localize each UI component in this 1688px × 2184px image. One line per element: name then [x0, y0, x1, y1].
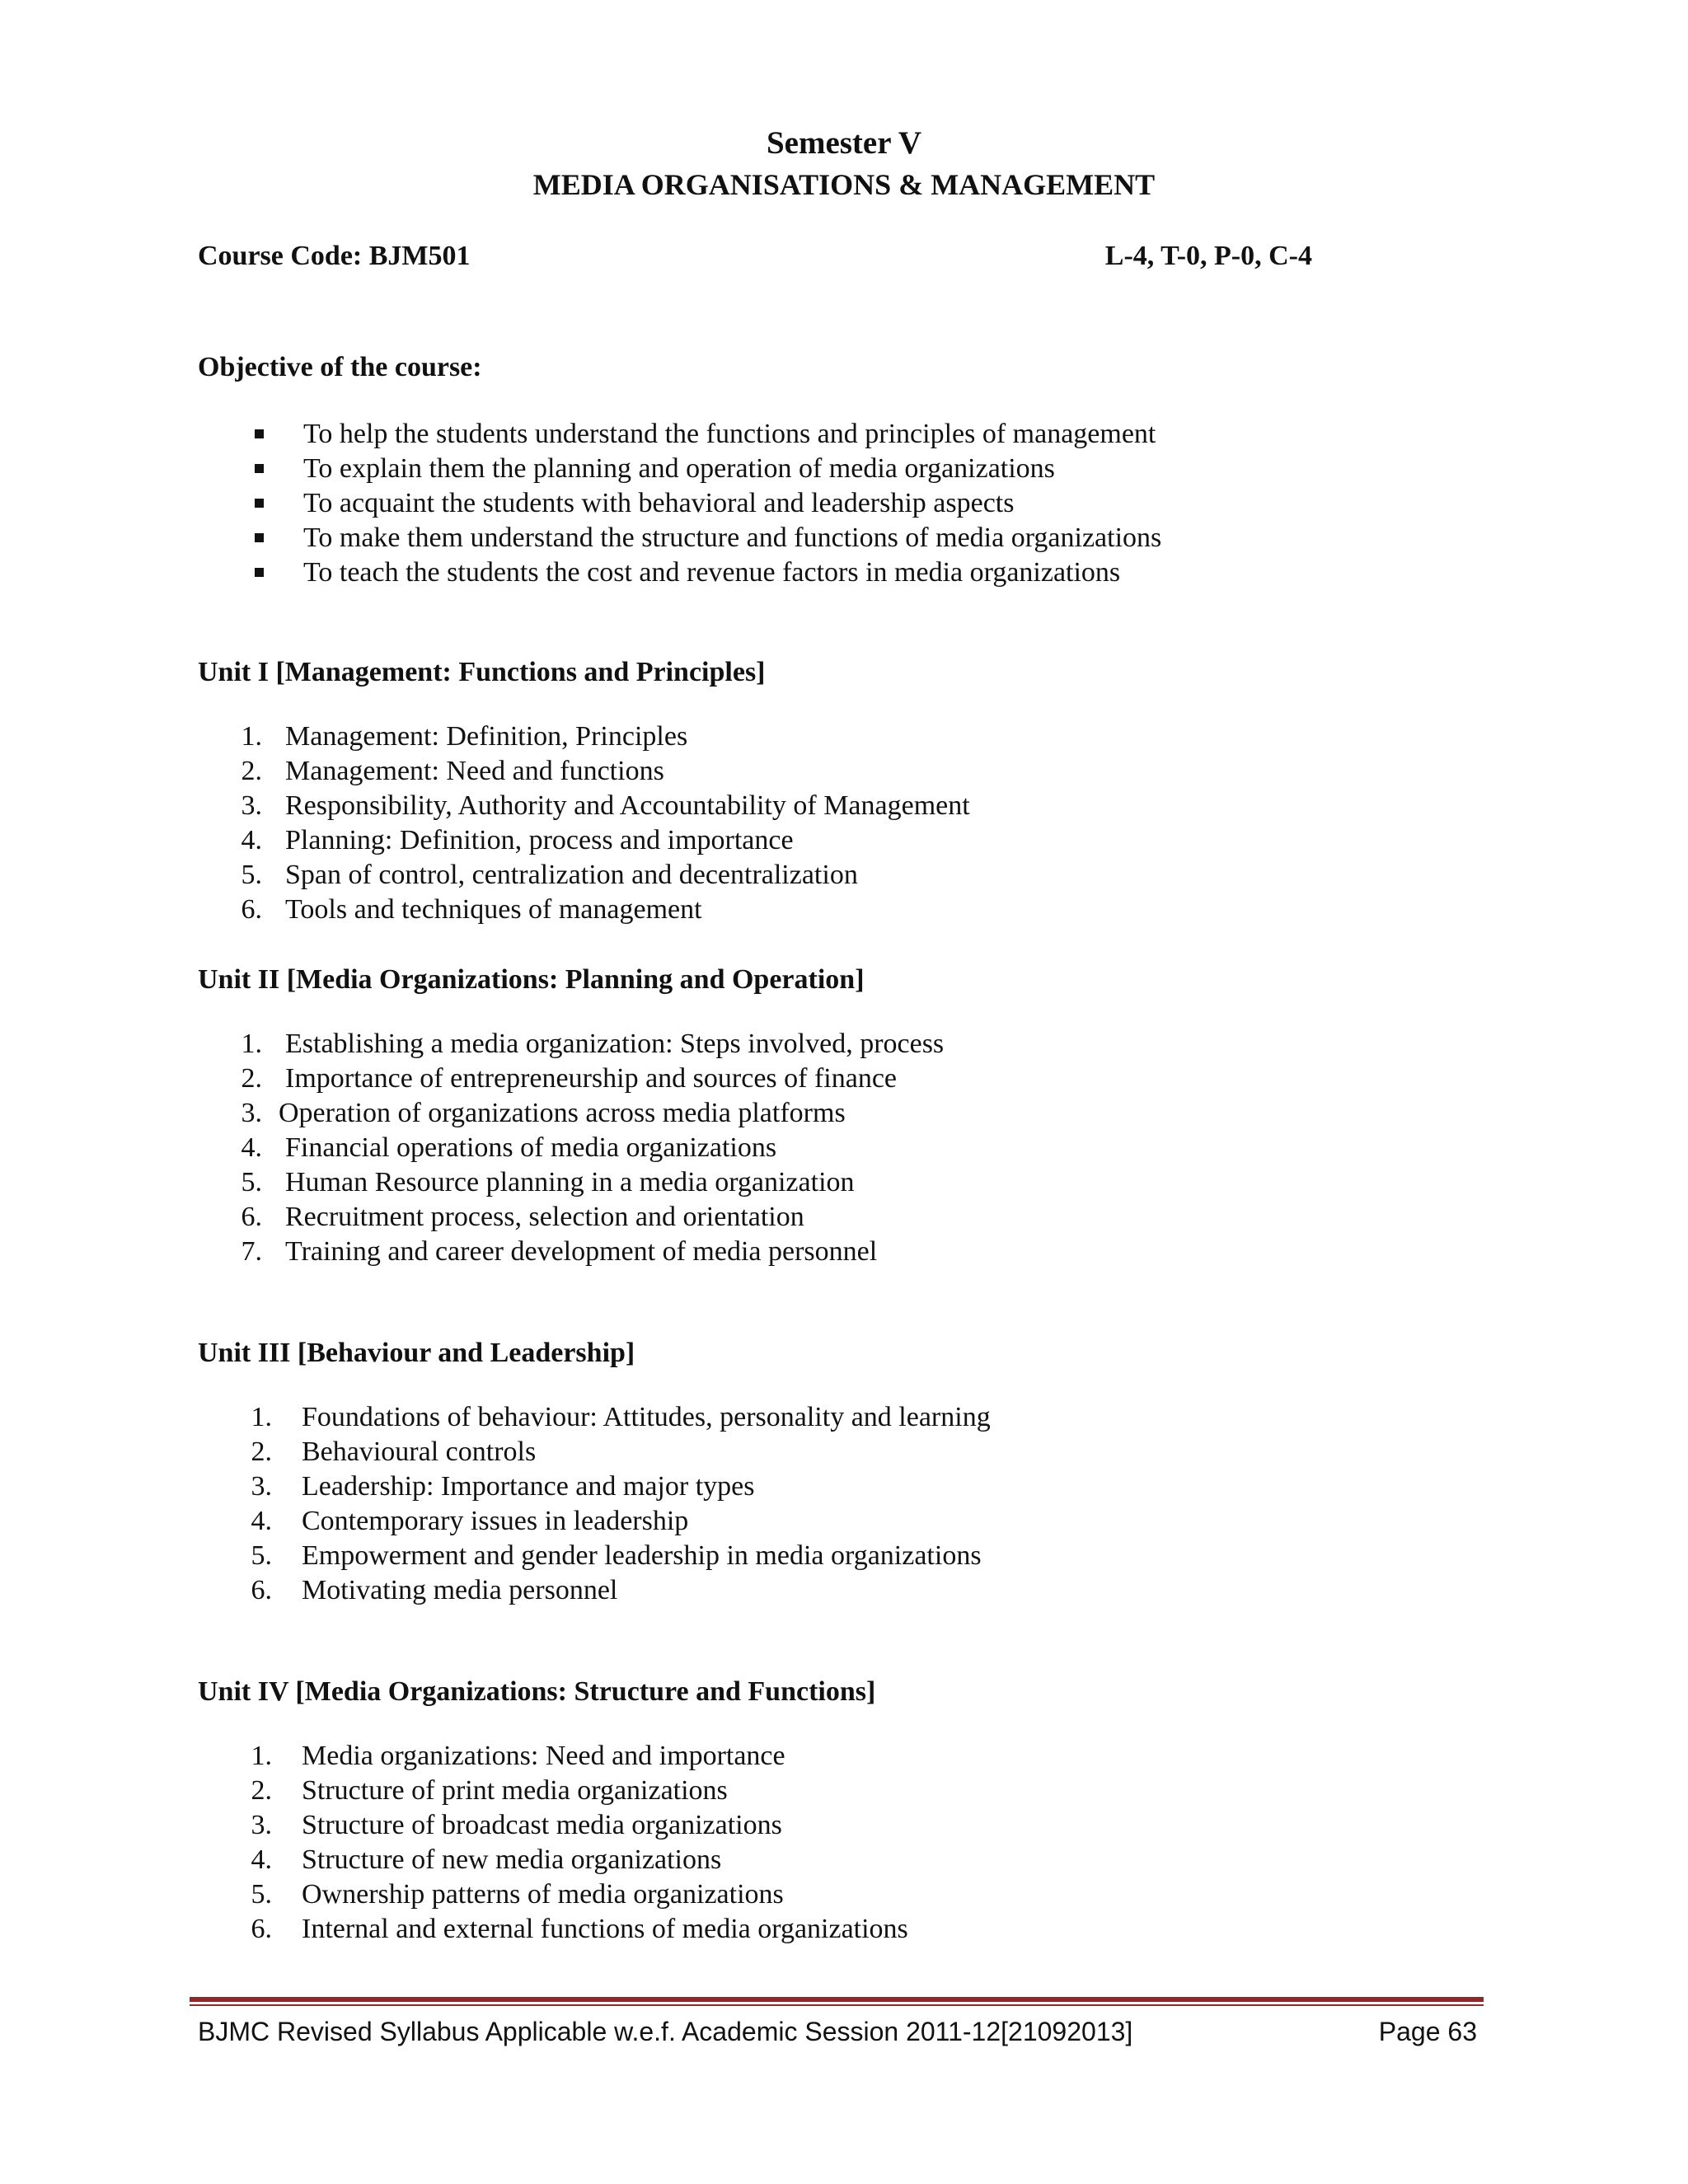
objective-item: To make them understand the structure and functions of media organizations	[0, 521, 1161, 555]
list-item: 5. Human Resource planning in a media organization	[241, 1167, 855, 1197]
square-bullet-icon	[255, 568, 264, 577]
objective-item: To help the students understand the functions and principles of management	[0, 417, 1161, 452]
objectives-heading: Objective of the course:	[198, 352, 482, 382]
footer-rule	[190, 1997, 1484, 2002]
square-bullet-icon	[255, 429, 264, 438]
objectives-list	[0, 417, 1161, 590]
list-item: 4. Financial operations of media organizations	[241, 1132, 777, 1163]
course-title: MEDIA ORGANISATIONS & MANAGEMENT	[532, 168, 1156, 201]
unit-4-list	[0, 1739, 908, 1947]
list-item: 3. Structure of broadcast media organizations	[251, 1810, 782, 1840]
course-credits: L-4, T-0, P-0, C-4	[1104, 241, 1312, 271]
unit-3-heading: Unit III [Behaviour and Leadership]	[198, 1338, 635, 1368]
list-item: 1. Foundations of behaviour: Attitudes, personality and learning	[251, 1402, 991, 1432]
page-footer	[198, 2011, 1477, 2052]
list-item: 3. Leadership: Importance and major types	[251, 1471, 755, 1502]
list-item: 2. Importance of entrepreneurship and sources of finance	[241, 1063, 898, 1094]
course-code: Course Code: BJM501	[198, 241, 471, 271]
objective-item: To acquaint the students with behavioral and leadership aspects	[0, 486, 1161, 521]
square-bullet-icon	[255, 533, 264, 542]
footer-text: BJMC Revised Syllabus Applicable w.e.f. Academic Session 2011-12[21092013]	[198, 2017, 1133, 2046]
list-item: 6. Tools and techniques of management	[241, 894, 702, 925]
page-number: Page 63	[1378, 2017, 1477, 2046]
square-bullet-icon	[255, 499, 264, 508]
list-item: 4. Structure of new media organizations	[251, 1844, 722, 1875]
square-bullet-icon	[255, 464, 264, 473]
list-item: 2. Behavioural controls	[251, 1436, 537, 1467]
list-item: 6. Internal and external functions of media organizations	[251, 1914, 908, 1944]
course-code-row	[198, 241, 1312, 282]
unit-1-heading: Unit I [Management: Functions and Principles]	[198, 657, 766, 687]
list-item: 3. Responsibility, Authority and Accountability of Management	[241, 790, 970, 821]
list-item: 1. Establishing a media organization: Steps involved, process	[241, 1029, 945, 1059]
list-item: 4. Planning: Definition, process and importance	[241, 825, 794, 855]
unit-1-list	[0, 719, 970, 927]
unit-2-heading: Unit II [Media Organizations: Planning and Operation]	[198, 964, 865, 995]
list-item: 1. Management: Definition, Principles	[241, 721, 688, 752]
list-item: 6. Motivating media personnel	[251, 1575, 618, 1605]
list-item: 6. Recruitment process, selection and orientation	[241, 1202, 804, 1232]
unit-3-list	[0, 1400, 991, 1608]
list-item: 4. Contemporary issues in leadership	[251, 1506, 689, 1536]
list-item: 1. Media organizations: Need and importance	[251, 1741, 785, 1771]
unit-4-heading: Unit IV [Media Organizations: Structure and Functions]	[198, 1676, 876, 1707]
objective-item: To teach the students the cost and revenue factors in media organizations	[0, 555, 1161, 590]
list-item: 7. Training and career development of media personnel	[241, 1236, 878, 1267]
list-item: 2. Management: Need and functions	[241, 756, 664, 786]
unit-2-list	[0, 1027, 944, 1269]
list-item: 5. Span of control, centralization and decentralization	[241, 860, 858, 890]
list-item: 5. Empowerment and gender leadership in media organizations	[251, 1540, 982, 1571]
list-item: 2. Structure of print media organizations	[251, 1775, 728, 1806]
list-item: 5. Ownership patterns of media organizations	[251, 1879, 784, 1910]
footer-rule-thin	[190, 2004, 1484, 2006]
list-item: 3. Operation of organizations across media platforms	[241, 1098, 846, 1128]
semester-heading: Semester V	[766, 125, 922, 161]
title-block	[0, 122, 1688, 204]
objective-item: To explain them the planning and operation of media organizations	[0, 452, 1161, 486]
